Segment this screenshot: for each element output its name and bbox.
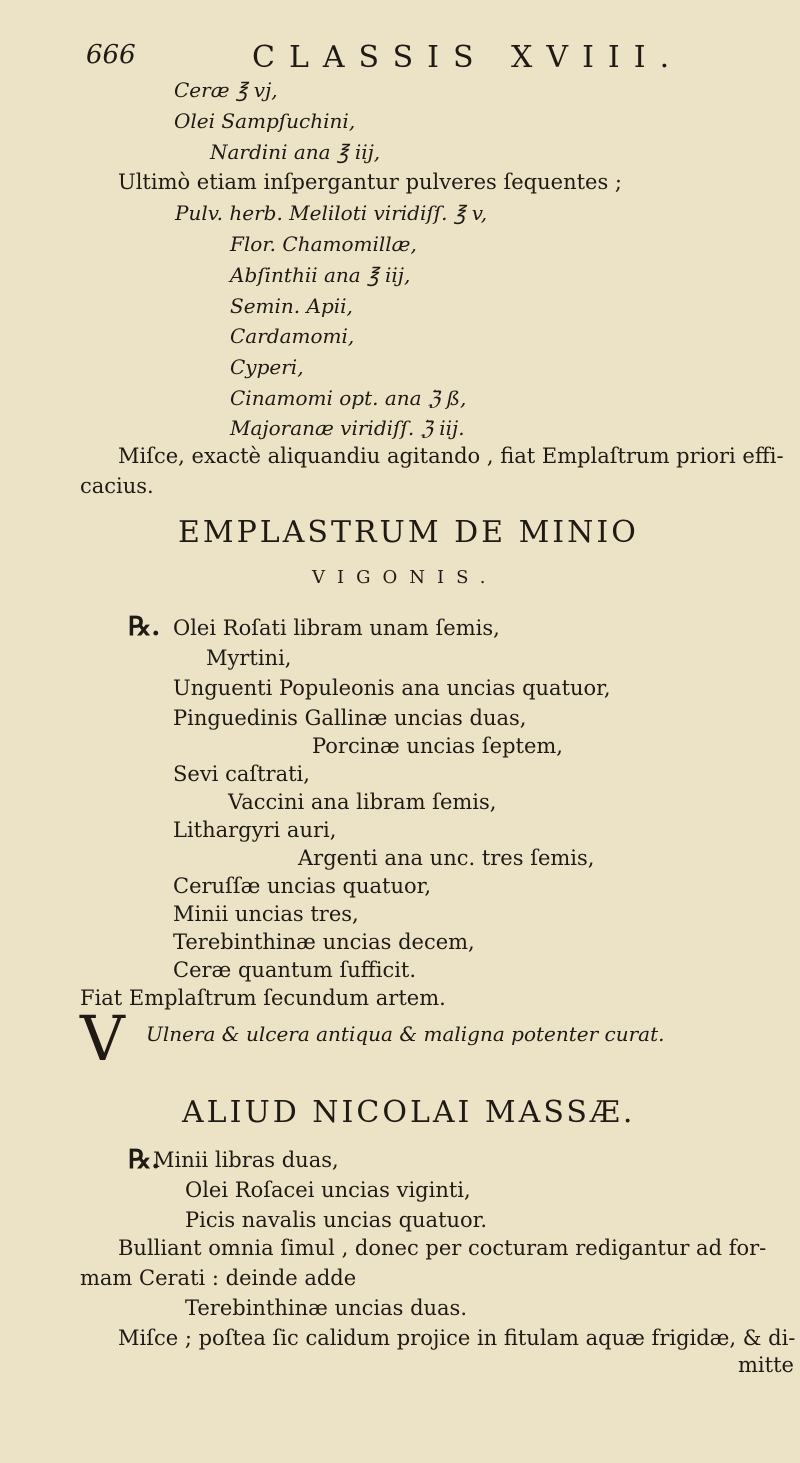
text-line: Olei Roſacei uncias viginti, <box>185 1178 471 1202</box>
text-line: Pulv. herb. Meliloti viridiſſ. ℥ v, <box>175 201 488 225</box>
page-number: 666 <box>86 40 136 70</box>
text-line: Myrtini, <box>206 646 292 670</box>
text-line: Ceræ quantum ſufficit. <box>173 958 417 982</box>
text-line: Miſce, exactè aliquandiu agitando , fiat Emplaſtrum priori effi- <box>118 444 784 468</box>
text-line: Majoranæ viridiſſ. ℨ iij. <box>230 416 465 440</box>
text-line: cacius. <box>80 474 154 498</box>
text-line: Bulliant omnia ſimul , donec per cocturam redigantur ad for- <box>118 1236 767 1260</box>
text-line: ALIUD NICOLAI MASSÆ. <box>182 1095 636 1130</box>
text-line: Ceræ ℥ vj, <box>174 78 278 102</box>
text-line: mam Cerati : deinde adde <box>80 1266 357 1290</box>
text-line: Terebinthinæ uncias duas. <box>185 1296 468 1320</box>
text-line: VIGONIS. <box>312 567 498 588</box>
text-line: Sevi caſtrati, <box>173 762 310 786</box>
text-line: Nardini ana ℥ iij, <box>210 140 381 164</box>
text-line: Olei Sampſuchini, <box>174 109 356 133</box>
text-line: Flor. Chamomillæ, <box>230 232 417 256</box>
text-line: Abſinthii ana ℥ iij, <box>230 263 411 287</box>
text-line: Semin. Apii, <box>230 294 353 318</box>
text-line: Lithargyri auri, <box>173 818 337 842</box>
text-line: Pinguedinis Gallinæ uncias duas, <box>173 706 527 730</box>
recipe-mark: ℞. <box>128 1145 161 1175</box>
text-line: Ultimò etiam inſpergantur pulveres ſequentes ; <box>118 170 622 194</box>
text-line: Vaccini ana libram ſemis, <box>228 790 497 814</box>
text-line: Porcinæ uncias ſeptem, <box>312 734 563 758</box>
text-line: Cinamomi opt. ana ℨ ß, <box>230 386 467 410</box>
text-line: Miſce ; poſtea ſic calidum projice in fitulam aquæ frigidæ, & di- <box>118 1326 796 1350</box>
text-line: Picis navalis uncias quatuor. <box>185 1208 488 1232</box>
text-line: Minii uncias tres, <box>173 902 359 926</box>
drop-cap: V <box>80 1002 125 1075</box>
text-line: Fiat Emplaſtrum ſecundum artem. <box>80 986 446 1010</box>
text-line: EMPLASTRUM DE MINIO <box>178 515 639 550</box>
text-line: Terebinthinæ uncias decem, <box>173 930 475 954</box>
text-line: Ulnera & ulcera antiqua & maligna potenter curat. <box>146 1022 665 1046</box>
text-line: Ceruſſæ uncias quatuor, <box>173 874 432 898</box>
running-head: CLASSIS XVIII. <box>252 40 684 75</box>
text-line: mitte <box>738 1353 794 1377</box>
text-line: Argenti ana unc. tres ſemis, <box>298 846 595 870</box>
text-line: Unguenti Populeonis ana uncias quatuor, <box>173 676 611 700</box>
text-line: Minii libras duas, <box>153 1148 339 1172</box>
text-line: Cyperi, <box>230 355 304 379</box>
text-line: Olei Roſati libram unam ſemis, <box>173 616 500 640</box>
recipe-mark: ℞. <box>128 612 161 642</box>
text-line: Cardamomi, <box>230 324 355 348</box>
